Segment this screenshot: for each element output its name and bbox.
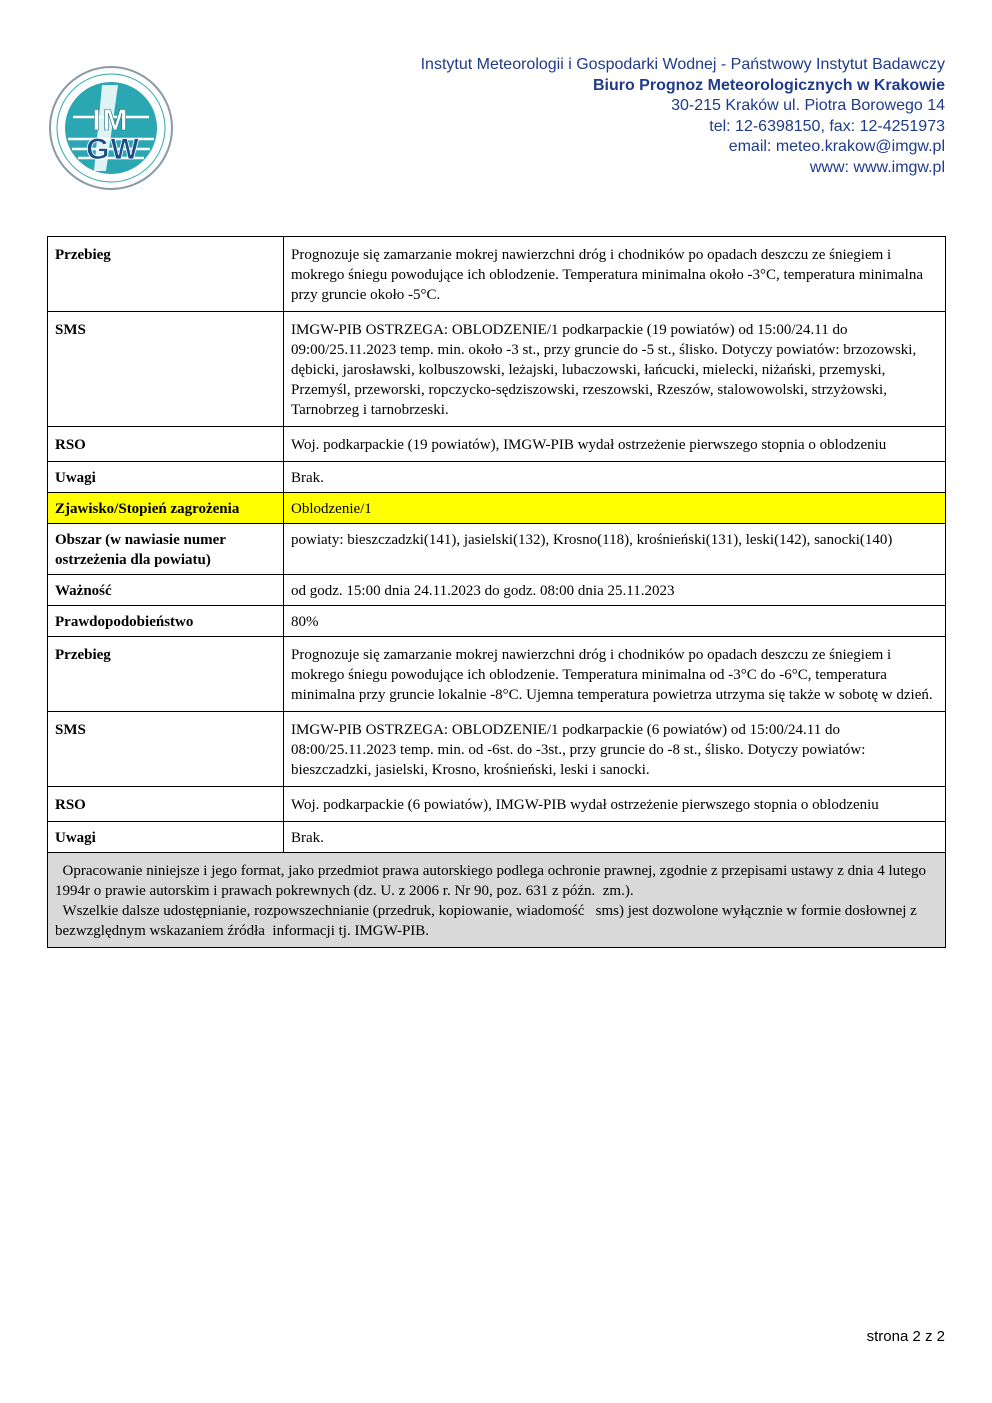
row-label: Zjawisko/Stopień zagrożenia	[48, 493, 284, 524]
table-row	[48, 575, 946, 606]
svg-text:IM: IM	[92, 104, 130, 137]
table-row	[48, 606, 946, 637]
row-value: Woj. podkarpackie (19 powiatów), IMGW-PIB wydał ostrzeżenie pierwszego stopnia o oblodzeniu	[284, 427, 946, 462]
table-row	[48, 712, 946, 787]
row-label: Prawdopodobieństwo	[48, 606, 284, 637]
row-value: Brak.	[284, 462, 946, 493]
warning-table	[47, 236, 946, 948]
row-value: Oblodzenie/1	[284, 493, 946, 524]
copyright-row	[48, 853, 946, 948]
table-row	[48, 237, 946, 312]
header-website[interactable]: www: www.imgw.pl	[809, 158, 945, 176]
header-address: 30-215 Kraków ul. Piotra Borowego 14	[671, 97, 945, 114]
row-value: Prognozuje się zamarzanie mokrej nawierzchni dróg i chodników po opadach deszczu ze śniegiem i mokrego śniegu powodujące ich oblodzenie. Temperatura minimalna od -3°C do -6°C, temperatura minimalna przy gruncie lokalnie -8°C. Ujemna temperatura powietrza utrzyma się także w sobotę w dzień.	[284, 637, 946, 712]
row-value: od godz. 15:00 dnia 24.11.2023 do godz. 08:00 dnia 25.11.2023	[284, 575, 946, 606]
table-row	[48, 462, 946, 493]
header-institute-name: Instytut Meteorologii i Gospodarki Wodnej - Państwowy Instytut Badawczy	[420, 56, 945, 73]
table-row	[48, 524, 946, 575]
row-label: Uwagi	[48, 462, 284, 493]
copyright-paragraph: Opracowanie niniejsze i jego format, jako przedmiot prawa autorskiego podlega ochronie prawnej, zgodnie z przepisami ustawy z dnia 4 lutego 1994r o prawie autorskim i prawach pokrewnych (dz. U. z 2006 r. Nr 90, poz. 631 z późn. zm.).	[55, 863, 930, 899]
table-row	[48, 427, 946, 462]
row-label: Ważność	[48, 575, 284, 606]
table-row	[48, 312, 946, 427]
imgw-logo	[48, 65, 174, 191]
header-phone: tel: 12-6398150, fax: 12-4251973	[709, 117, 945, 135]
row-value: Brak.	[284, 822, 946, 853]
row-label: Przebieg	[48, 237, 284, 312]
table-row-highlighted	[48, 493, 946, 524]
row-value: powiaty: bieszczadzki(141), jasielski(132), Krosno(118), krośnieński(131), leski(142), sanocki(140)	[284, 524, 946, 575]
table-row	[48, 787, 946, 822]
row-value: Prognozuje się zamarzanie mokrej nawierzchni dróg i chodników po opadach deszczu ze śniegiem i mokrego śniegu powodujące ich oblodzenie. Temperatura minimalna około -3°C, temperatura minimalna przy gruncie około -5°C.	[284, 237, 946, 312]
table-row	[48, 637, 946, 712]
row-value: IMGW-PIB OSTRZEGA: OBLODZENIE/1 podkarpackie (6 powiatów) od 15:00/24.11 do 08:00/25.11.2023 temp. min. od -6st. do -3st., przy gruncie do -8 st., ślisko. Dotyczy powiatów: bieszczadzki, jasielski, Krosno, krośnieński, leski i sanocki.	[284, 712, 946, 787]
copyright-paragraph: Wszelkie dalsze udostępnianie, rozpowszechnianie (przedruk, kopiowanie, wiadomość sms) jest dozwolone wyłącznie w formie dosłownej z bezwzględnym wskazaniem źródła informacji tj. IMGW-PIB.	[55, 903, 921, 939]
svg-text:GW: GW	[86, 133, 140, 166]
row-label: SMS	[48, 712, 284, 787]
institution-header	[421, 55, 945, 178]
copyright-notice	[48, 853, 946, 948]
row-label: SMS	[48, 312, 284, 427]
header-office-name: Biuro Prognoz Meteorologicznych w Krakowie	[592, 76, 945, 94]
row-value: IMGW-PIB OSTRZEGA: OBLODZENIE/1 podkarpackie (19 powiatów) od 15:00/24.11 do 09:00/25.11.2023 temp. min. około -3 st., przy gruncie do -5 st., ślisko. Dotyczy powiatów: brzozowski, dębicki, jarosławski, kolbuszowski, leżajski, lubaczowski, łańcucki, mielecki, niżański, przemyski, Przemyśl, przeworski, ropczycko-sędziszowski, rzeszowski, Rzeszów, stalowowolski, strzyżowski, Tarnobrzeg i tarnobrzeski.	[284, 312, 946, 427]
page-number: strona 2 z 2	[866, 1328, 945, 1345]
row-label: RSO	[48, 427, 284, 462]
row-value: 80%	[284, 606, 946, 637]
row-label: RSO	[48, 787, 284, 822]
row-label: Uwagi	[48, 822, 284, 853]
row-value: Woj. podkarpackie (6 powiatów), IMGW-PIB wydał ostrzeżenie pierwszego stopnia o oblodzeniu	[284, 787, 946, 822]
header-email[interactable]: email: meteo.krakow@imgw.pl	[728, 138, 945, 155]
row-label: Przebieg	[48, 637, 284, 712]
row-label: Obszar (w nawiasie numer ostrzeżenia dla powiatu)	[48, 524, 284, 575]
table-row	[48, 822, 946, 853]
